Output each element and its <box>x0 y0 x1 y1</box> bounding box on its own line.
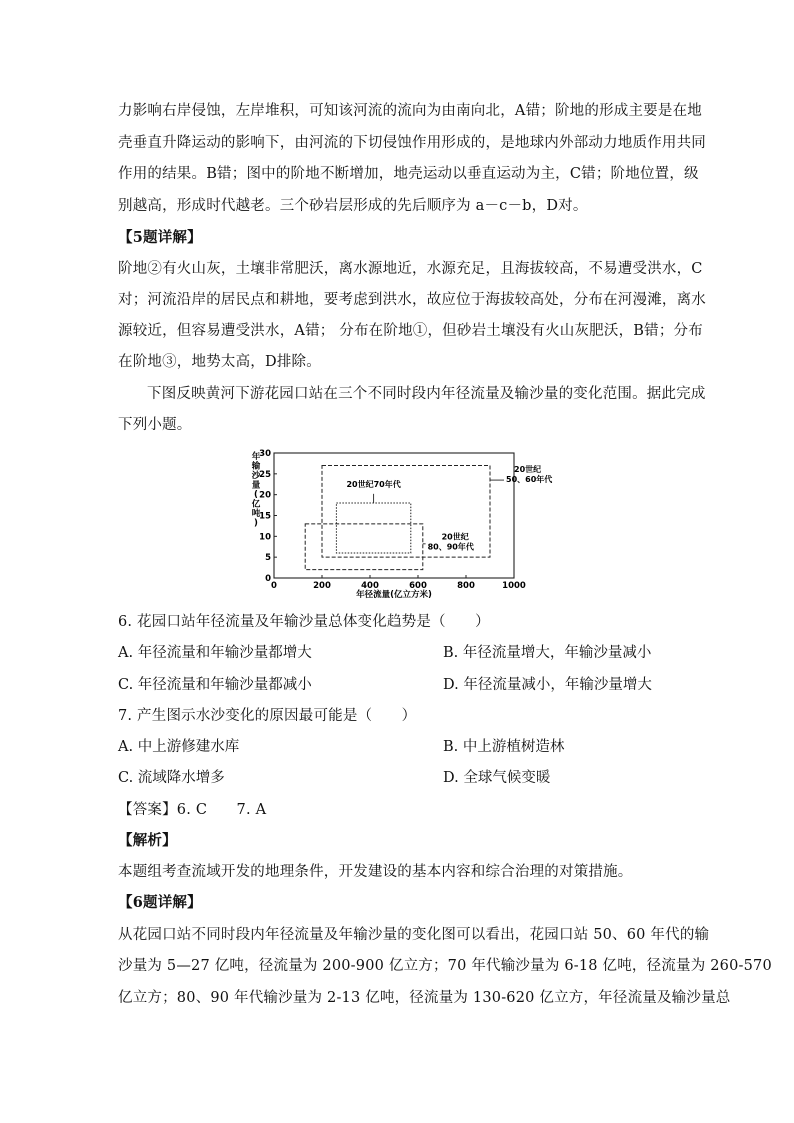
y-tick-label: 25 <box>259 469 271 480</box>
q7-option-b[interactable]: B. 中上游植树造林 <box>443 739 565 755</box>
q7-option-c[interactable]: C. 流域降水增多 <box>118 770 225 786</box>
question-6-stem: 6. 花园口站年径流量及年输沙量总体变化趋势是（ ） <box>118 614 490 630</box>
runoff-sediment-chart <box>240 445 553 600</box>
text-line: 力影响右岸侵蚀，左岸堆积，可知该河流的流向为由南向北，A错；阶地的形成主要是在地 <box>118 103 702 119</box>
q6-option-c[interactable]: C. 年径流量和年输沙量都减小 <box>118 677 312 693</box>
y-tick-label: 20 <box>259 490 271 501</box>
q6-option-d[interactable]: D. 年径流量减小，年输沙量增大 <box>443 677 652 693</box>
intro-line: 下图反映黄河下游花园口站在三个不同时段内年径流量及输沙量的变化范围。据此完成 <box>147 386 706 402</box>
text-line: 别越高，形成时代越老。三个砂岩层形成的先后顺序为 a－c－b，D对。 <box>118 198 588 214</box>
y-tick-label: 30 <box>259 449 271 459</box>
x-tick-label: 600 <box>409 581 427 591</box>
range-box-1 <box>336 503 410 553</box>
question-7-stem: 7. 产生图示水沙变化的原因最可能是（ ） <box>118 708 417 724</box>
x-tick-label: 800 <box>457 581 475 591</box>
x-axis-label: 年径流量(亿立方米) <box>356 590 432 600</box>
text-line: 在阶地③，地势太高，D排除。 <box>118 354 321 370</box>
analysis-heading: 【解析】 <box>118 832 177 849</box>
section-heading-q5: 【5题详解】 <box>118 229 202 246</box>
x-tick-label: 400 <box>361 581 379 591</box>
text-line: 沙量为 5—27 亿吨，径流量为 200-900 亿立方；70 年代输沙量为 6-18 亿吨，径流量为 260-570 <box>118 958 772 974</box>
x-tick-label: 0 <box>271 581 277 591</box>
q7-option-a[interactable]: A. 中上游修建水库 <box>118 739 240 755</box>
x-tick-label: 200 <box>313 581 331 591</box>
intro-line: 下列小题。 <box>118 417 192 433</box>
text-line: 壳垂直升降运动的影响下，由河流的下切侵蚀作用形成的，是地球内外部动力地质作用共同 <box>118 135 706 151</box>
y-tick-label: 10 <box>259 532 271 543</box>
y-axis-label: 年输沙量(亿吨) <box>251 452 261 529</box>
section-heading-q6: 【6题详解】 <box>118 894 202 911</box>
y-tick-label: 0 <box>265 574 271 584</box>
plot-frame <box>274 453 514 578</box>
x-tick-label: 1000 <box>502 581 526 591</box>
series-label: 80、90年代 <box>427 542 474 552</box>
series-label: 20世纪 <box>441 532 469 542</box>
range-box-2 <box>305 524 423 570</box>
answer-line: 【答案】6. C 7. A <box>118 802 267 818</box>
text-line: 对；河流沿岸的居民点和耕地，要考虑到洪水，故应位于海拔较高处，分布在河漫滩，离水 <box>118 292 706 308</box>
q6-option-b[interactable]: B. 年径流量增大，年输沙量减小 <box>443 645 652 661</box>
text-line: 亿立方；80、90 年代输沙量为 2-13 亿吨，径流量为 130-620 亿立方，年径流量及输沙量总 <box>118 990 731 1006</box>
y-tick-label: 5 <box>265 553 271 564</box>
series-label: 50、60年代 <box>506 474 553 484</box>
series-label: 20世纪70年代 <box>346 480 401 490</box>
analysis-text: 本题组考查流域开发的地理条件，开发建设的基本内容和综合治理的对策措施。 <box>118 864 633 880</box>
series-label: 20世纪 <box>514 464 542 474</box>
q7-option-d[interactable]: D. 全球气候变暖 <box>443 770 551 786</box>
q6-option-a[interactable]: A. 年径流量和年输沙量都增大 <box>118 645 312 661</box>
text-line: 作用的结果。B错；图中的阶地不断增加，地壳运动以垂直运动为主，C错；阶地位置，级 <box>118 166 699 182</box>
y-tick-label: 15 <box>259 511 271 522</box>
text-line: 源较近，但容易遭受洪水，A错； 分布在阶地①，但砂岩土壤没有火山灰肥沃，B错；分布 <box>118 323 703 339</box>
text-line: 从花园口站不同时段内年径流量及年输沙量的变化图可以看出，花园口站 50、60 年代的输 <box>118 927 710 943</box>
text-line: 阶地②有火山灰，土壤非常肥沃，离水源地近，水源充足，且海拔较高，不易遭受洪水，C <box>118 261 703 277</box>
